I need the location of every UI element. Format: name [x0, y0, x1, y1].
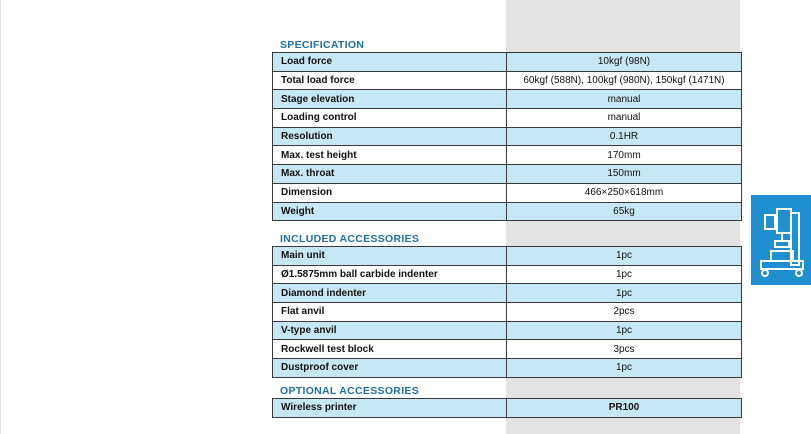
optional-accessories-title: OPTIONAL ACCESSORIES	[280, 385, 420, 397]
row-value: 466×250×618mm	[507, 183, 742, 202]
specification-title: SPECIFICATION	[280, 39, 365, 51]
row-label: Load force	[273, 53, 507, 72]
table-row	[273, 265, 742, 284]
row-label: Dimension	[273, 183, 507, 202]
row-label: Max. test height	[273, 146, 507, 165]
row-value: 1pc	[507, 359, 742, 378]
table-row	[273, 165, 742, 184]
specification-table	[272, 52, 742, 221]
table-row	[273, 284, 742, 303]
optional-accessories-table	[272, 398, 742, 418]
row-label: V-type anvil	[273, 321, 507, 340]
row-value: 1pc	[507, 265, 742, 284]
row-label: Ø1.5875mm ball carbide indenter	[273, 265, 507, 284]
table-row	[273, 71, 742, 90]
table-row	[273, 321, 742, 340]
row-value: 1pc	[507, 247, 742, 266]
row-value: 150mm	[507, 165, 742, 184]
table-row	[273, 127, 742, 146]
row-label: Stage elevation	[273, 90, 507, 109]
table-row	[273, 146, 742, 165]
table-row	[273, 247, 742, 266]
row-label: Resolution	[273, 127, 507, 146]
row-value: manual	[507, 90, 742, 109]
table-row	[273, 53, 742, 72]
row-label: Total load force	[273, 71, 507, 90]
row-label: Wireless printer	[273, 399, 507, 418]
product-category-tab[interactable]	[751, 195, 811, 285]
included-accessories-title: INCLUDED ACCESSORIES	[280, 233, 420, 245]
table-row	[273, 303, 742, 322]
included-accessories-table	[272, 246, 742, 378]
row-label: Max. throat	[273, 165, 507, 184]
row-value: 60kgf (588N), 100kgf (980N), 150kgf (1471N)	[507, 71, 742, 90]
row-value: 2pcs	[507, 303, 742, 322]
row-label: Weight	[273, 202, 507, 221]
table-row	[273, 340, 742, 359]
row-value: 170mm	[507, 146, 742, 165]
row-label: Rockwell test block	[273, 340, 507, 359]
table-row	[273, 359, 742, 378]
table-row	[273, 202, 742, 221]
row-label: Main unit	[273, 247, 507, 266]
table-row	[273, 109, 742, 128]
row-label: Dustproof cover	[273, 359, 507, 378]
row-label: Diamond indenter	[273, 284, 507, 303]
row-value: 65kg	[507, 202, 742, 221]
table-row	[273, 399, 742, 418]
row-value: 1pc	[507, 321, 742, 340]
row-value: 3pcs	[507, 340, 742, 359]
row-value: 10kgf (98N)	[507, 53, 742, 72]
row-value: 0.1HR	[507, 127, 742, 146]
row-label: Loading control	[273, 109, 507, 128]
hardness-tester-icon	[751, 195, 811, 285]
row-value: 1pc	[507, 284, 742, 303]
row-value: PR100	[507, 399, 742, 418]
row-value: manual	[507, 109, 742, 128]
row-label: Flat anvil	[273, 303, 507, 322]
table-row	[273, 90, 742, 109]
table-row	[273, 183, 742, 202]
page-left-rule	[0, 0, 1, 434]
